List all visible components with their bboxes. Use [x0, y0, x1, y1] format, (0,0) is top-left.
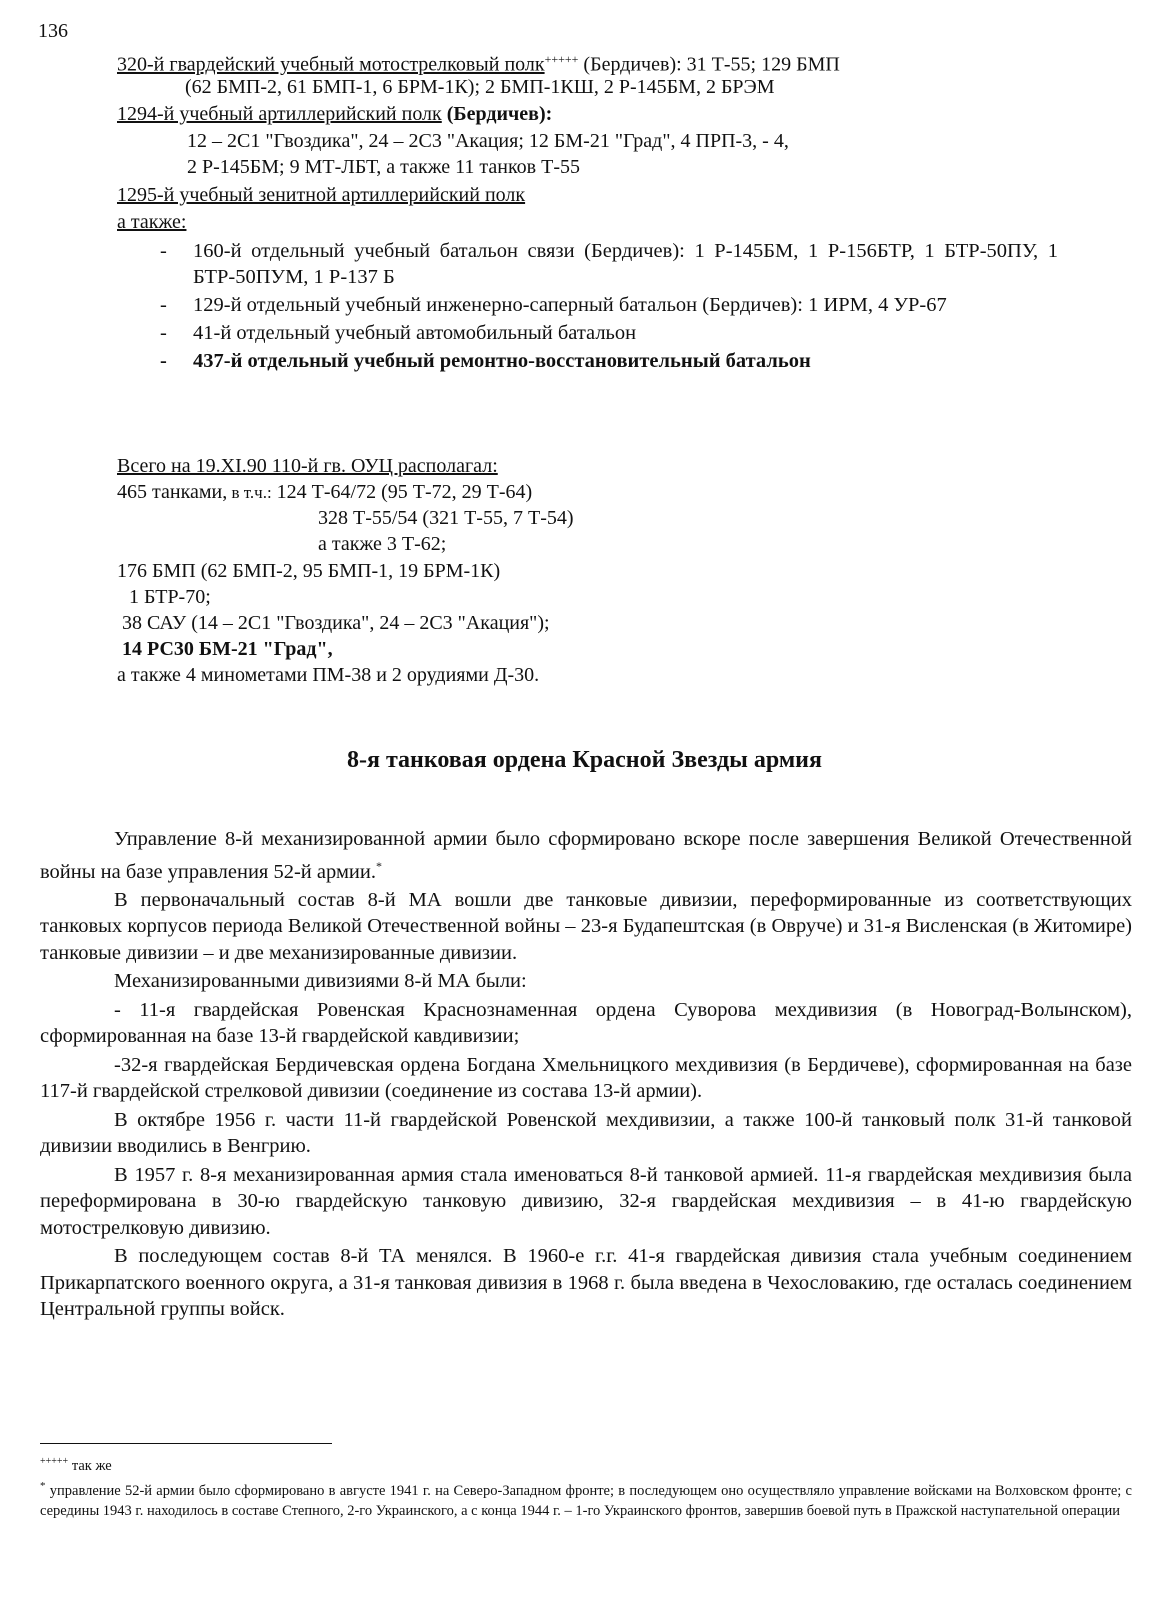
regiment-320-details: (62 БМП-2, 61 БМП-1, 6 БРМ-1К); 2 БМП-1КШ, 2 Р-145БМ, 2 БРЭМ — [185, 76, 775, 98]
paragraph: В 1957 г. 8-я механизированная армия стала именоваться 8-й танковой армией. 11-я гвардейская мехдивизия была переформирована в 30-ю гвардейскую танковую дивизию, 32-я гвардейская мехдивизия – в 41-ю гвардейскую мотострелковую дивизию. — [40, 1163, 1132, 1239]
list-item: - 129-й отдельный учебный инженерно-саперный батальон (Бердичев): 1 ИРМ, 4 УР-67 — [160, 294, 947, 316]
summary-rszo: 14 РС30 БМ-21 "Град", — [122, 638, 333, 660]
paragraph: Механизированными дивизиями 8-й МА были: — [114, 970, 527, 993]
list-item: - 41-й отдельный учебный автомобильный батальон — [160, 322, 637, 344]
summary-t62: а также 3 Т-62; — [318, 533, 447, 555]
body-text — [40, 826, 1132, 1325]
summary-t55: 328 Т-55/54 (321 Т-55, 7 Т-54) — [318, 507, 574, 529]
summary-bmp: 176 БМП (62 БМП-2, 95 БМП-1, 19 БРМ-1К) — [117, 560, 501, 582]
regiment-1294-details-1: 12 – 2С1 "Гвоздика", 24 – 2С3 "Акация; 12 БМ-21 "Град", 4 ПРП-3, - 4, — [187, 130, 789, 152]
regiment-1294-rest: (Бердичев): — [441, 103, 553, 125]
regiment-1294-line — [117, 101, 552, 127]
summary-sau: 38 САУ (14 – 2С1 "Гвоздика", 24 – 2С3 "Акация"); — [122, 612, 550, 634]
regiment-320-title: 320-й гвардейский учебный мотострелковый полк — [117, 53, 545, 76]
footnote: * управление 52-й армии было сформировано в августе 1941 г. на Северо-Западном фронте; в последующем оно осуществляло управление войсками на Волховском фронте; с середины 1943 г. находилось в составе Степного, 2-го Украинского, а с конца 1944 г. – 1-го Украинского фронтов, завершив боевой путь в Пражской наступательной операции — [40, 1479, 1132, 1519]
summary-tanks: 465 танками, в т.ч.: 124 Т-64/72 (95 Т-72, 29 Т-64) — [117, 481, 533, 503]
also-label: а также: — [117, 211, 187, 233]
regiment-1294-title: 1294-й учебный артиллерийский полк — [117, 103, 442, 125]
regiment-320-line — [117, 46, 840, 78]
regiment-1294-details-2: 2 Р-145БМ; 9 МТ-ЛБТ, а также 11 танков Т-55 — [187, 156, 580, 178]
paragraph: В первоначальный состав 8-й МА вошли две танковые дивизии, переформированные из соответствующих танковых корпусов периода Великой Отечественной войны – 23-я Будапештская (в Овруче) и 31-я Висленская (в Житомире) танковые дивизии – и две механизированные дивизии. — [40, 888, 1132, 964]
battalion-list — [160, 238, 1058, 376]
footnote: +++++ так же — [40, 1456, 112, 1474]
footnotes — [40, 1452, 1132, 1521]
section-title: 8-я танковая ордена Красной Звезды армия — [347, 747, 822, 773]
footnote-marker: +++++ — [544, 52, 579, 66]
footnote-divider — [40, 1443, 332, 1444]
list-item: - 160-й отдельный учебный батальон связи (Бердичев): 1 Р-145БМ, 1 Р-156БТР, 1 БТР-50ПУ, 1 БТР-50ПУМ, 1 Р-137 Б — [160, 240, 1058, 288]
paragraph: В октябре 1956 г. части 11-й гвардейской Ровенской мехдивизии, а также 100-й танковый полк 31-й танковой дивизии вводились в Венгрию. — [40, 1108, 1132, 1158]
regiment-320-rest: (Бердичев): 31 Т-55; 129 БМП — [578, 53, 840, 76]
paragraph: -32-я гвардейская Бердичевская ордена Богдана Хмельницкого мехдивизия (в Бердичеве), сформированная на базе 117-й гвардейской стрелковой дивизии (соединение из состава 13-й армии). — [40, 1053, 1132, 1103]
paragraph: - 11-я гвардейская Ровенская Краснознаменная ордена Суворова мехдивизия (в Новоград-Волынском), сформированная на базе 13-й гвардейской кавдивизии; — [40, 998, 1132, 1048]
regiment-1295-title: 1295-й учебный зенитной артиллерийский полк — [117, 184, 526, 206]
page-number: 136 — [38, 20, 68, 42]
summary-mortars: а также 4 минометами ПМ-38 и 2 орудиями Д-30. — [117, 664, 540, 686]
list-item: - 437-й отдельный учебный ремонтно-восстановительный батальон — [160, 350, 811, 372]
summary-heading: Всего на 19.XI.90 110-й гв. ОУЦ располагал: — [117, 455, 498, 477]
paragraph: Управление 8-й механизированной армии было сформировано вскоре после завершения Великой Отечественной войны на базе управления 52-й армии.* — [40, 828, 1132, 883]
footnote-marker: * — [375, 858, 382, 873]
summary-btr: 1 БТР-70; — [129, 586, 211, 608]
paragraph: В последующем состав 8-й ТА менялся. В 1960-е г.г. 41-я гвардейская дивизия стала учебным соединением Прикарпатского военного округа, а 31-я танковая дивизия в 1968 г. была введена в Чехословакию, где осталась соединением Центральной группы войск. — [40, 1245, 1132, 1321]
